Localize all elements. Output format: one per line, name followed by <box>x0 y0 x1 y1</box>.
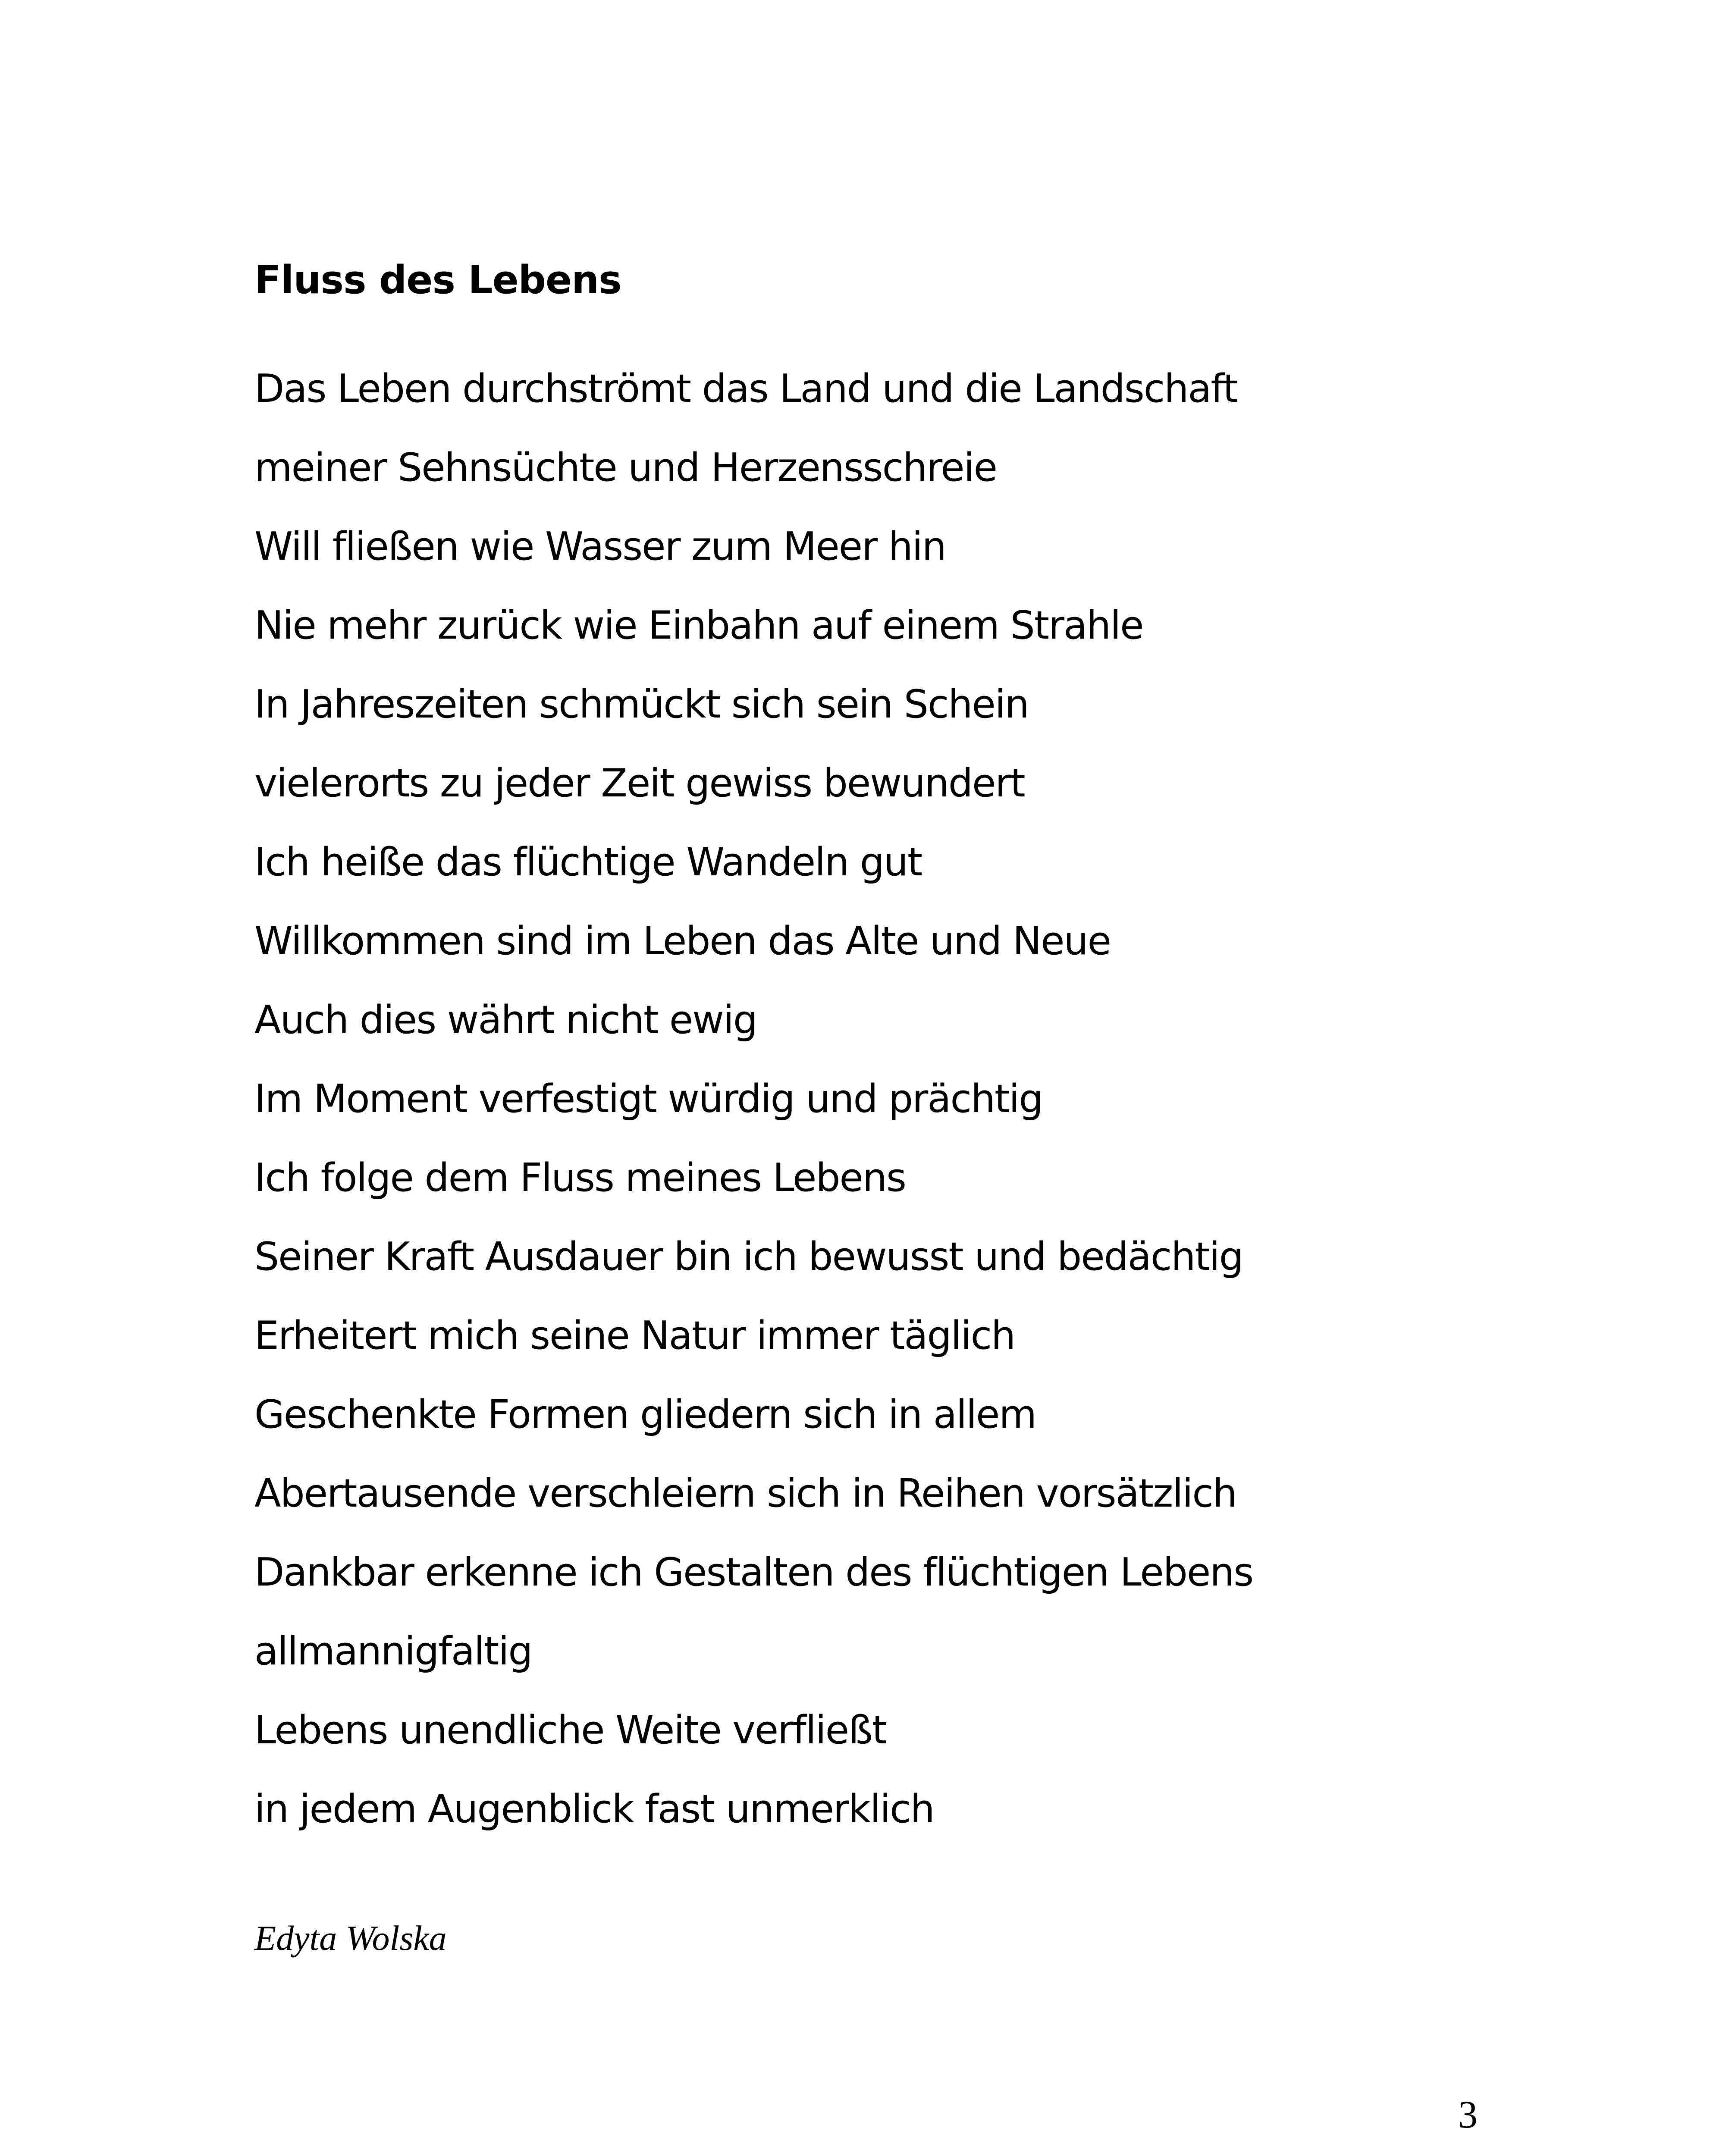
poem-line: Lebens unendliche Weite verfließt <box>254 1708 887 1753</box>
poem-line: meiner Sehnsüchte und Herzensschreie <box>254 445 997 490</box>
poem-line: Will fließen wie Wasser zum Meer hin <box>254 524 946 569</box>
poem-line: Willkommen sind im Leben das Alte und Neue <box>254 918 1111 964</box>
poem-line: Geschenkte Formen gliedern sich in allem <box>254 1392 1036 1437</box>
poem-line: Ich heiße das flüchtige Wandeln gut <box>254 840 922 885</box>
poem-line: In Jahreszeiten schmückt sich sein Schein <box>254 682 1029 727</box>
poem-line: Seiner Kraft Ausdauer bin ich bewusst und bedächtig <box>254 1234 1243 1279</box>
poem-lines <box>254 349 1505 1849</box>
poem-line: Auch dies währt nicht ewig <box>254 997 757 1043</box>
poem-line: allmannigfaltig <box>254 1629 532 1674</box>
poem-line: Erheitert mich seine Natur immer täglich <box>254 1313 1015 1358</box>
poem-line: in jedem Augenblick fast unmerklich <box>254 1786 934 1832</box>
poem-line: Abertausende verschleiern sich in Reihen vorsätzlich <box>254 1471 1236 1516</box>
poem <box>254 254 1505 1849</box>
poem-line: Dankbar erkenne ich Gestalten des flüchtigen Lebens <box>254 1550 1253 1595</box>
poem-line: Nie mehr zurück wie Einbahn auf einem Strahle <box>254 603 1143 648</box>
poem-line: vielerorts zu jeder Zeit gewiss bewundert <box>254 761 1025 806</box>
poem-title: Fluss des Lebens <box>254 257 621 303</box>
poem-line: Ich folge dem Fluss meines Lebens <box>254 1155 906 1200</box>
page-number: 3 <box>1458 2093 1478 2136</box>
poem-line: Das Leben durchströmt das Land und die Landschaft <box>254 366 1237 411</box>
poem-author: Edyta Wolska <box>254 1918 447 1958</box>
poem-line: Im Moment verfestigt würdig und prächtig <box>254 1076 1043 1122</box>
